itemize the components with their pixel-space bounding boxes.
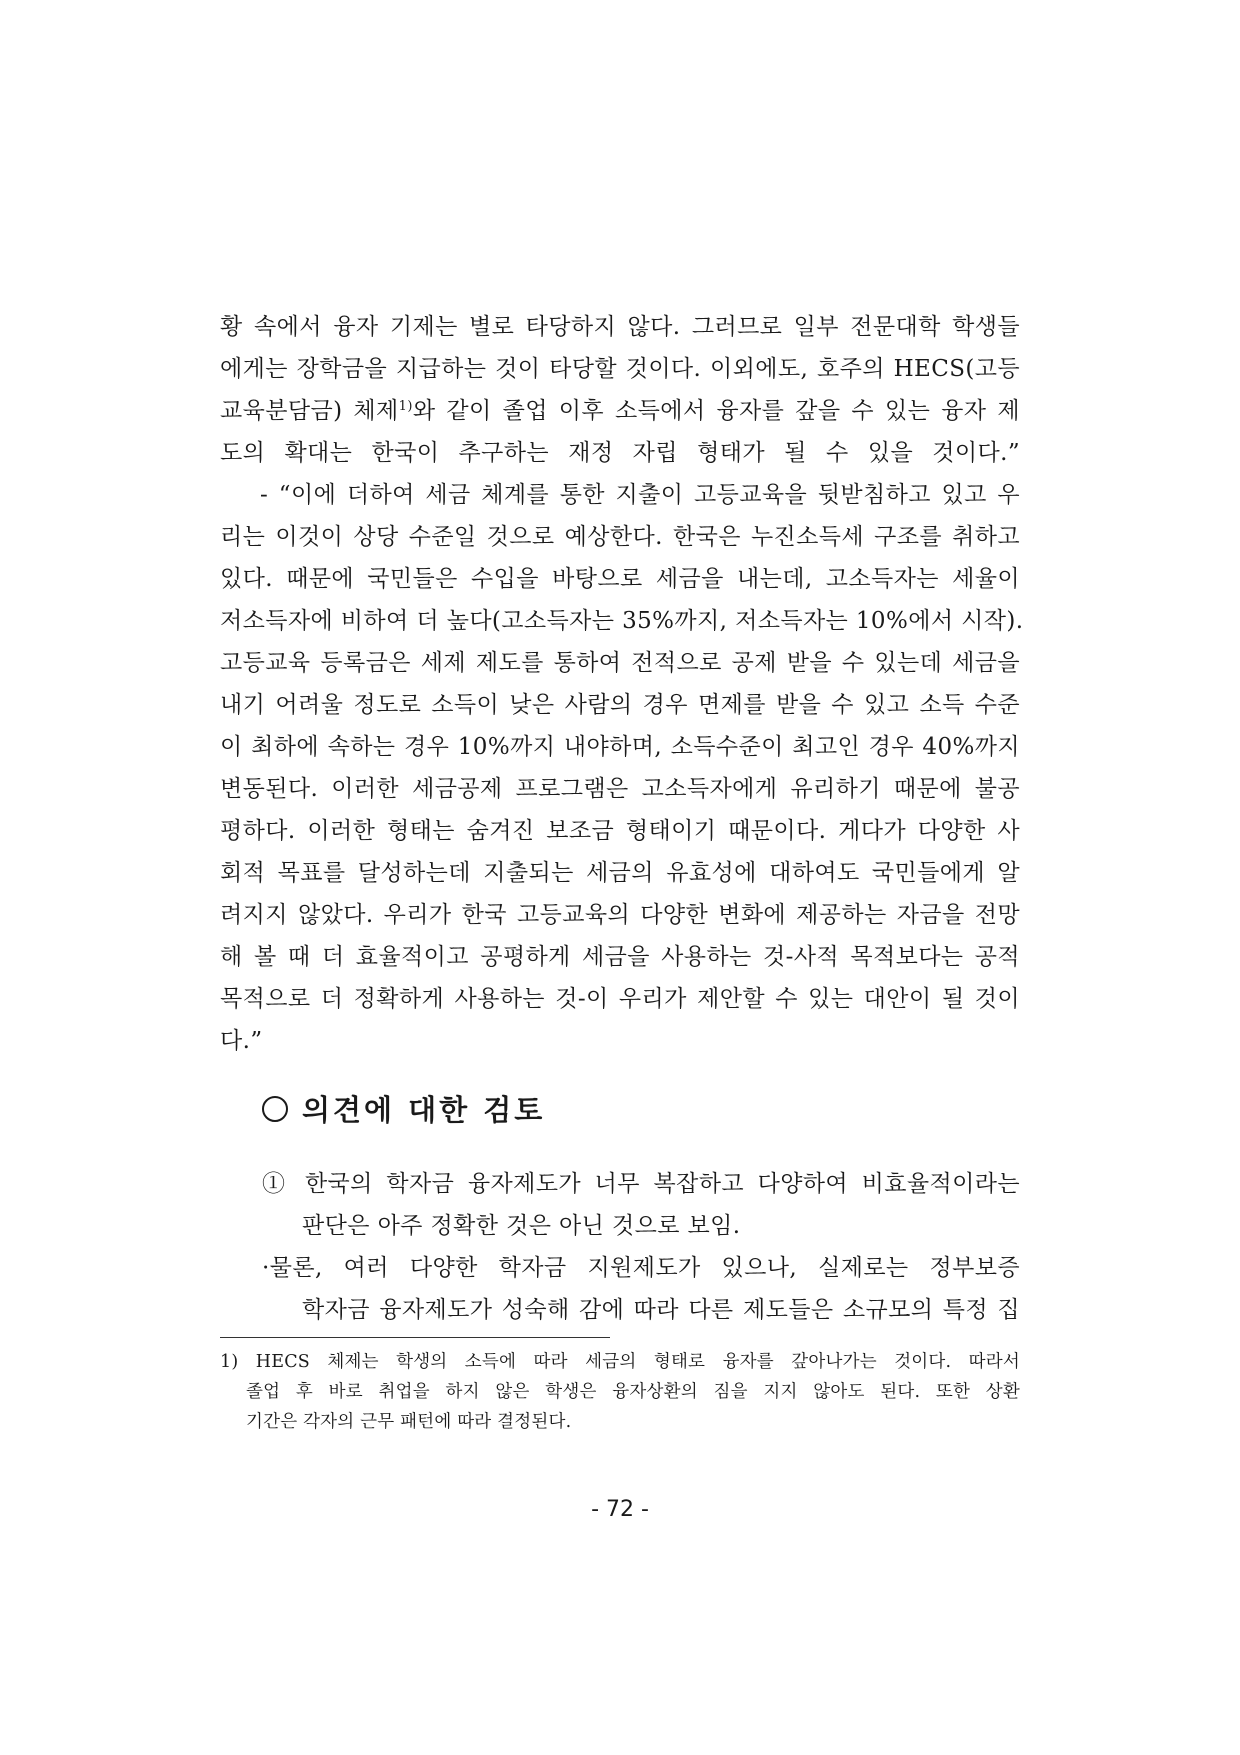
body-line: 변동된다. 이러한 세금공제 프로그램은 고소득자에게 유리하기 때문에 불공 — [220, 776, 1020, 802]
body-line: 있다. 때문에 국민들은 수입을 바탕으로 세금을 내는데, 고소득자는 세율이 — [220, 566, 1020, 592]
body-text — [220, 306, 1024, 1062]
section-heading-text: 의견에 대한 검토 — [302, 1093, 546, 1127]
body-line: 황 속에서 융자 기제는 별로 타당하지 않다. 그러므로 일부 전문대학 학생들 — [220, 314, 1020, 340]
review-item-line: ① 한국의 학자금 융자제도가 너무 복잡하고 다양하여 비효율적이라는 — [262, 1171, 1020, 1197]
footnote-line: 1) HECS 체제는 학생의 소득에 따라 세금의 형태로 융자를 갚아나가는 것이다. 따라서 — [220, 1352, 1020, 1372]
review-item-line: 판단은 아주 정확한 것은 아닌 것으로 보임. — [302, 1213, 741, 1239]
body-line: 에게는 장학금을 지급하는 것이 타당할 것이다. 이외에도, 호주의 HECS(고등 — [220, 356, 1020, 382]
body-line: 해 볼 때 더 효율적이고 공평하게 세금을 사용하는 것-사적 목적보다는 공적 — [220, 944, 1020, 970]
review-bullet-line: ·물론, 여러 다양한 학자금 지원제도가 있으나, 실제로는 정부보증 — [262, 1255, 1020, 1281]
body-line: 저소득자에 비하여 더 높다(고소득자는 35%까지, 저소득자는 10%에서 시작). — [220, 608, 1024, 634]
body-line: 회적 목표를 달성하는데 지출되는 세금의 유효성에 대하여도 국민들에게 알 — [220, 860, 1020, 886]
circle-bullet-icon — [262, 1096, 288, 1122]
body-line: 리는 이것이 상당 수준일 것으로 예상한다. 한국은 누진소득세 구조를 취하고 — [220, 524, 1020, 550]
section-heading — [262, 1088, 545, 1129]
body-line: 이 최하에 속하는 경우 10%까지 내야하며, 소득수준이 최고인 경우 40%까지 — [220, 734, 1020, 760]
footnote-divider — [220, 1337, 610, 1338]
body-line: 평하다. 이러한 형태는 숨겨진 보조금 형태이기 때문이다. 게다가 다양한 사 — [220, 818, 1020, 844]
body-line: 고등교육 등록금은 세제 제도를 통하여 전적으로 공제 받을 수 있는데 세금을 — [220, 650, 1020, 676]
page-number: - 72 - — [591, 1497, 649, 1522]
body-line-part: 와 같이 졸업 이후 소득에서 융자를 갚을 수 있는 융자 제 — [412, 398, 1020, 424]
body-line: 도의 확대는 한국이 추구하는 재정 자립 형태가 될 수 있을 것이다.” — [220, 440, 1020, 466]
footnote-line: 졸업 후 바로 취업을 하지 않은 학생은 융자상환의 짐을 지지 않아도 된다. 또한 상환 — [246, 1382, 1020, 1402]
body-line: - “이에 더하여 세금 체계를 통한 지출이 고등교육을 뒷받침하고 있고 우 — [260, 482, 1020, 508]
body-line: 려지지 않았다. 우리가 한국 고등교육의 다양한 변화에 제공하는 자금을 전망 — [220, 902, 1020, 928]
body-line: 목적으로 더 정확하게 사용하는 것-이 우리가 제안할 수 있는 대안이 될 것이 — [220, 986, 1020, 1012]
review-bullet-line: 학자금 융자제도가 성숙해 감에 따라 다른 제도들은 소규모의 특정 집 — [302, 1297, 1020, 1323]
body-line — [220, 390, 1020, 432]
body-line: 내기 어려울 정도로 소득이 낮은 사람의 경우 면제를 받을 수 있고 소득 수준 — [220, 692, 1020, 718]
review-list — [262, 1163, 1020, 1331]
body-line: 다.” — [220, 1028, 263, 1054]
footnote-line: 기간은 각자의 근무 패턴에 따라 결정된다. — [246, 1412, 572, 1432]
footnote — [220, 1347, 1020, 1437]
footnote-reference[interactable]: 1) — [398, 399, 413, 414]
body-line-part: 교육분담금) 체제 — [220, 398, 399, 424]
